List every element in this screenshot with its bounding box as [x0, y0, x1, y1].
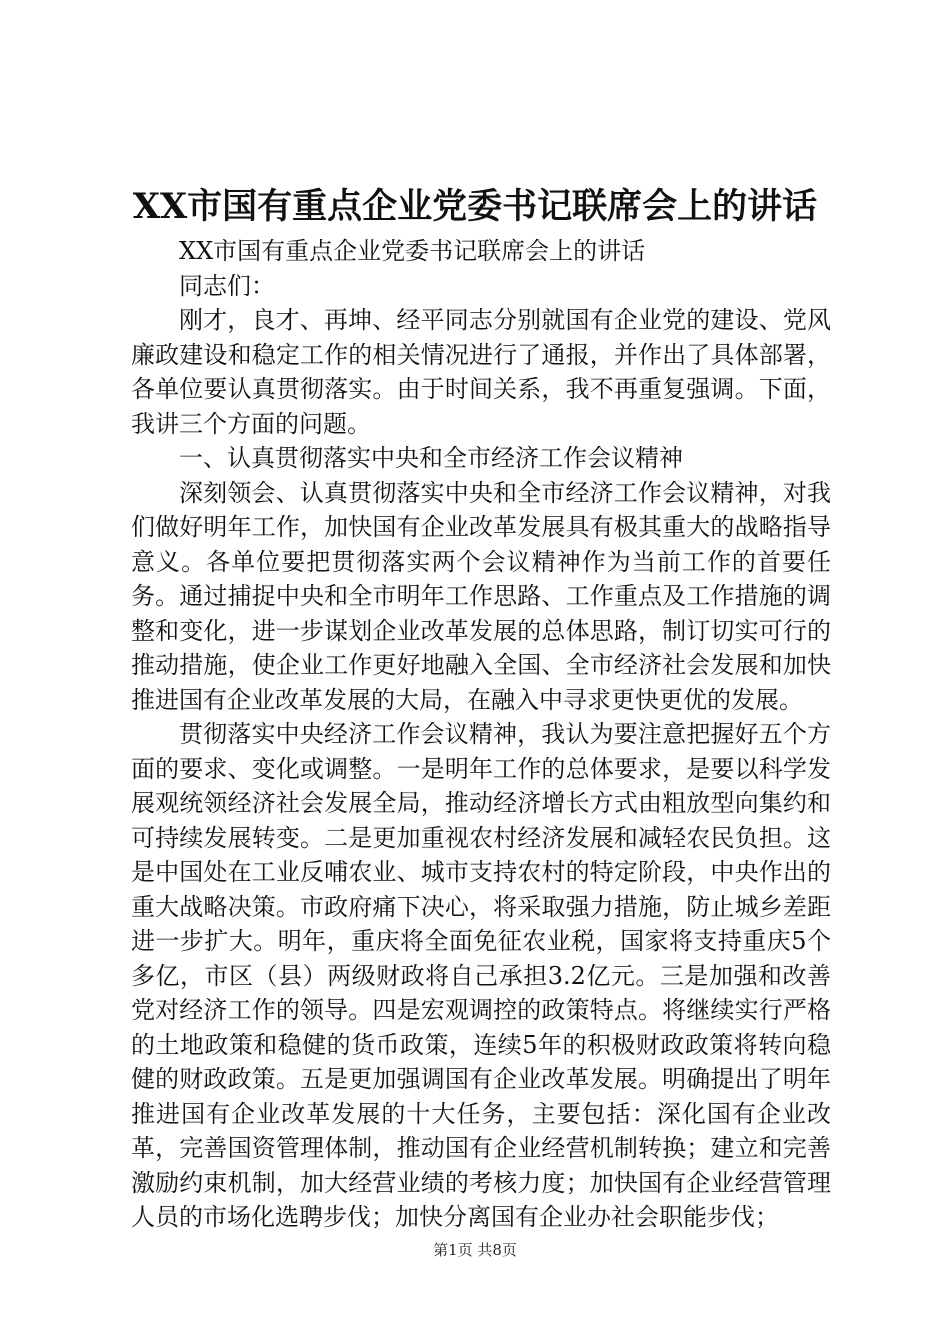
paragraph-subtitle: XX市国有重点企业党委书记联席会上的讲话 — [179, 237, 646, 265]
paragraph-intro: 刚才，良才、再坤、经平同志分别就国有企业党的建设、党风廉政建设和稳定工作的相关情况进行了通报，并作出了具体部署，各单位要认真贯彻落实。由于时间关系，我不再重复强调。下面，我讲三个方面的问题。 — [131, 306, 831, 438]
page-number-footer: 第1页 共8页 — [433, 1241, 517, 1259]
paragraph-section1-a: 深刻领会、认真贯彻落实中央和全市经济工作会议精神，对我们做好明年工作，加快国有企业改革发展具有极其重大的战略指导意义。各单位要把贯彻落实两个会议精神作为当前工作的首要任务。通过捕捉中央和全市明年工作思路、工作重点及工作措施的调整和变化，进一步谋划企业改革发展的总体思路，制订切实可行的推动措施，使企业工作更好地融入全国、全市经济社会发展和加快推进国有企业改革发展的大局，在融入中寻求更快更优的发展。 — [131, 478, 831, 714]
document-title: XX市国有重点企业党委书记联席会上的讲话 — [132, 186, 818, 227]
document-body — [131, 234, 831, 1235]
section-heading-1: 一、认真贯彻落实中央和全市经济工作会议精神 — [179, 444, 683, 472]
paragraph-salutation: 同志们： — [179, 271, 275, 300]
paragraph-section1-b: 贯彻落实中央经济工作会议精神，我认为要注意把握好五个方面的要求、变化或调整。一是明年工作的总体要求，是要以科学发展观统领经济社会发展全局，推动经济增长方式由粗放型向集约和可持续发展转变。二是更加重视农村经济发展和减轻农民负担。这是中国处在工业反哺农业、城市支持农村的特定阶段，中央作出的重大战略决策。市政府痛下决心，将采取强力措施，防止城乡差距进一步扩大。明年，重庆将全面免征农业税，国家将支持重庆5个多亿，市区（县）两级财政将自己承担3.2亿元。三是加强和改善党对经济工作的领导。四是宏观调控的政策特点。将继续实行严格的土地政策和稳健的货币政策，连续5年的积极财政政策将转向稳健的财政政策。五是更加强调国有企业改革发展。明确提出了明年推进国有企业改革发展的十大任务，主要包括：深化国有企业改革，完善国资管理体制，推动国有企业经营机制转换；建立和完善激励约束机制，加大经营业绩的考核力度；加快国有企业经营管理人员的市场化选聘步伐；加快分离国有企业办社会职能步伐； — [131, 720, 831, 1231]
